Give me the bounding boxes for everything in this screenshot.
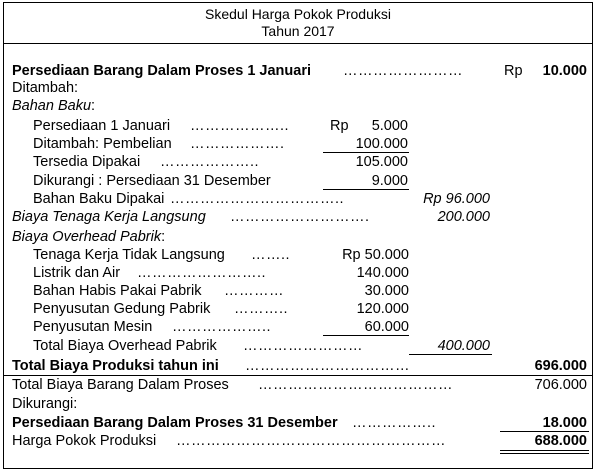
total-bdp-dots: ………………………………… — [258, 377, 453, 393]
pdp-awal-currency: Rp — [504, 63, 523, 79]
btkl-dots: ………………………. — [230, 209, 370, 225]
bop-item-dots: ………… — [224, 283, 284, 299]
tersedia-label: Tersedia Dipakai — [33, 154, 141, 170]
bop-item-value: Rp 50.000 — [342, 247, 409, 263]
total-biaya-produksi-value: 696.000 — [534, 358, 587, 374]
tersedia-dots: ……………….. — [160, 154, 260, 170]
hpp-double-underline-top — [500, 450, 589, 451]
bop-heading-text: Biaya Overhead Pabrik — [12, 229, 162, 245]
bb-dipakai-label: Bahan Baku Dipakai — [33, 191, 165, 207]
pembelian-label: Ditambah: Pembelian — [33, 136, 172, 152]
total-bdp-value: 706.000 — [534, 377, 587, 393]
bop-item-dots: ……………….. — [172, 319, 272, 335]
bb-awal-dots: ……………….. — [190, 118, 290, 134]
pembelian-dots: ………………. — [190, 136, 285, 152]
pdp-akhir-value: 18.000 — [542, 415, 587, 431]
hpp-value: 688.000 — [534, 433, 587, 449]
total-bop-underline — [409, 354, 492, 355]
bb-akhir-value: 9.000 — [371, 173, 408, 189]
bb-akhir-label: Dikurangi : Persediaan 31 Desember — [33, 173, 271, 189]
bop-item-label: Tenaga Kerja Tidak Langsung — [33, 247, 225, 263]
bop-item-dots: …………………….. — [137, 265, 267, 281]
btkl-label: Biaya Tenaga Kerja Langsung — [12, 209, 206, 225]
pembelian-value: 100.000 — [355, 136, 408, 152]
header-divider — [3, 43, 593, 44]
bb-dipakai-value: Rp 96.000 — [423, 191, 490, 207]
hpp-label: Harga Pokok Produksi — [12, 433, 157, 449]
total-bdp-label: Total Biaya Barang Dalam Proses — [12, 377, 229, 393]
bop-item-value: 120.000 — [356, 301, 409, 317]
title-line-1: Skedul Harga Pokok Produksi — [205, 6, 391, 22]
bb-awal-label: Persediaan 1 Januari — [33, 118, 171, 134]
dikurangi-label: Dikurangi: — [12, 396, 78, 412]
bop-item-value: 60.000 — [364, 319, 409, 335]
title-line-2: Tahun 2017 — [261, 23, 335, 39]
bahan-baku-heading-text: Bahan Baku — [12, 98, 92, 114]
bop-heading-colon: : — [161, 229, 166, 245]
total-bop-label: Total Biaya Overhead Pabrik — [33, 338, 217, 354]
btkl-value: 200.000 — [437, 209, 490, 225]
bop-item-value: 140.000 — [356, 265, 409, 281]
bop-item-label: Penyusutan Gedung Pabrik — [33, 301, 211, 317]
bb-awal-currency: Rp — [330, 118, 349, 134]
bop-item-label: Penyusutan Mesin — [33, 319, 153, 335]
pdp-akhir-dots: …………….. — [352, 415, 437, 431]
bop-item-dots: ……….. — [234, 301, 289, 317]
bahan-baku-colon: : — [91, 98, 96, 114]
total-bop-dots: …………………… — [243, 338, 363, 354]
pdp-awal-label: Persediaan Barang Dalam Proses 1 Januari — [12, 63, 312, 79]
total-biaya-produksi-dots: …………………………… — [245, 358, 410, 374]
bb-awal-value: 5.000 — [371, 118, 408, 134]
bop-item-value: 30.000 — [364, 283, 409, 299]
total-biaya-produksi-label: Total Biaya Produksi tahun ini — [12, 358, 219, 374]
pdp-awal-value: 10.000 — [542, 63, 587, 79]
hpp-double-underline-bottom — [500, 453, 589, 454]
bop-item-dots: …….. — [251, 247, 291, 263]
tersedia-value: 105.000 — [355, 154, 408, 170]
ditambah-label: Ditambah: — [12, 80, 79, 96]
bop-item-label: Bahan Habis Pakai Pabrik — [33, 283, 202, 299]
bahan-baku-heading — [12, 97, 95, 115]
pdp-akhir-label: Persediaan Barang Dalam Proses 31 Desember — [12, 415, 338, 431]
hpp-dots: ……………………………………………… — [176, 433, 446, 449]
bop-heading — [12, 228, 165, 246]
pdp-awal-dots: …………………… — [343, 63, 463, 79]
bb-dipakai-dots: …………………………….. — [170, 191, 345, 207]
total-bop-value: 400.000 — [437, 338, 490, 354]
bop-item-label: Listrik dan Air — [33, 265, 121, 281]
bop-items-underline — [323, 335, 409, 336]
